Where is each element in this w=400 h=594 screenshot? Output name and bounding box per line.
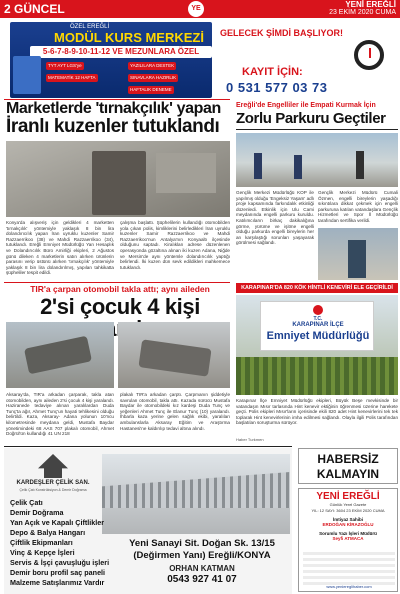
ad-kicker: ÖZEL EREĞLİ [70,24,110,30]
newspaper-logo-icon: YE [188,1,204,17]
steel-company-ad[interactable] [4,448,292,594]
page-header-bar [0,0,400,18]
article2-kicker: Ereğli'de Engelliler ile Empati Kurmak İçin [236,102,376,109]
service-item: Demir Doğrama [10,508,64,517]
section-divider [4,446,292,447]
imprint-info-table [303,549,395,585]
article3-body-left: Aksaray'da, TIR'a arkadan çarparak, takla atan otomobilden, aynı aileden 2'si çocuk 4 kişi yaralandı. Haziranede tedaviye alınan yaralılardan Duda Tunç'ta ağır, Ahmet Tunç'un hayati tehlikesini olduğu belirtildi. Kaza, Aksaray- Adana yolunun 10'ncu kilometresinde meydana geldi, Mustafa Baydar yönetimindeki 68 AAS 707 plakalı otomobil, Ahmet Doğrül'ün kullandığı 41 UN 218 [6,392,114,437]
imprint-box [298,488,398,592]
roof-logo-icon [38,454,68,478]
imprint-editor-label: Sorumlu Yazı İşleri Müdürü [319,531,377,536]
page-number-label: 2 GÜNCEL [4,2,65,16]
course-ad-banner[interactable] [10,22,212,98]
subscribe-line1: HABERSİZ [317,452,379,466]
ad-phone-number[interactable]: 0 531 577 03 73 [226,80,328,95]
article2-photo [236,133,398,187]
masthead-brand [329,1,396,17]
ad-title: MODÜL KURS MERKEZİ [54,30,204,45]
ad-address-line2: (Değirmen Yanı) Ereğli/KONYA [133,550,271,561]
ad-chip: YAZILILARA DESTEK [130,63,175,68]
service-item: Malzeme Satışlarımız Vardır [10,578,105,587]
ad-contact-phone[interactable]: 0543 927 41 07 [167,574,237,585]
article4-credit: Haber Turkmen [236,437,264,442]
sign-district: KARAPINAR İLÇE [292,322,344,328]
article3-photo-2 [118,322,230,388]
imprint-details: YIL: 12 SAYI: 3604 23 EKİM 2020 CUMA [311,508,385,513]
section-divider [4,282,230,283]
subscribe-box[interactable] [298,448,398,484]
police-sign [260,301,374,351]
article2-headline[interactable]: Zorlu Parkuru Geçtiler [236,110,386,127]
sign-name: Emniyet Müdürlüğü [266,330,370,342]
ad-chip: MATEMATİK 12 HAFTA [48,75,96,80]
article2-body-left: Gençlik Merkezi Müdürlüğü KOP ile yapılmış olduğu 'Engeksiz Yaşam' adlı proje kapsamında farkındalık etkinliği düzenledi. Etkinlik için Ulu Cami meydanında engelli parkuru kuruldu. Katılımcıların birkaç dakikalığına görme, yürüme ve işitme engelli olduğu parkurda engelli bireylerin her an karşılaştığı sorunları yaşayarak görülmesi sağlandı. [236,190,314,246]
brand-name: YENİ EREĞLİ [345,0,396,9]
article1-headline-line2: İranlı kuzenler tutuklandı [6,116,220,137]
ad-services-list [10,498,110,588]
article4-body: Karapınar İlçe Emniyet Müdürlüğü ekipleri, Büyük Beşe mevkisinde bir vatandaşın Mısır tarlasında Hint kenevir ektiğinin öğrenmesi üzerine harekete geçti. Polis ekipleri Mısır'ların içerisinde ekili 820 adet Hint kenevirlerini tek tek toplarak Hint kenevirlerinin imha edilmesi sağlandı. Olayla ilgili Polis tarafından başlatılan soruşturma sürüyor. [236,398,398,426]
article1-photo [6,141,230,217]
imprint-owner-label: İmtiyaz Sahibi [332,517,363,522]
imprint-editor: Seyfi ATMACA [332,536,364,541]
article4-photo [236,295,398,395]
section-divider [236,129,398,130]
ad-grades: 5-6-7-8-9-10-11-12 VE MEZUNLARA ÖZEL [30,46,212,58]
article1-headline[interactable] [6,101,232,136]
article4-banner: KARAPINAR'DA 820 KÖK HİNTLİ KENEVİRİ ELE GEÇİRİLDİ [236,283,398,293]
ad-cta-text: GELECEK ŞİMDİ BAŞLIYOR! [220,28,344,38]
service-item: Vinç & Kepçe İşleri [10,548,75,557]
article3-headline[interactable]: 2'si çocuk 4 kişi [40,294,200,319]
sign-tc: T.C. [313,316,323,322]
article1-headline-line1: Marketlerde 'tırnakçılık' yapan [6,100,221,117]
police-emblem-icon [313,305,323,315]
article3-photo-1 [6,322,114,388]
ad-chip: HAFTALIK DENEME [130,87,172,92]
service-item: Çiftlik Ekipmanları [10,538,73,547]
issue-date: 23 EKİM 2020 CUMA [329,9,396,16]
subscribe-line2: KALMAYIN [316,467,380,481]
ad-company-sub: Çelik Çatı Konstrüksiyon & Demir Doğrama [19,488,87,492]
service-item: Servis & İşçi çavuşluğu işleri [10,558,110,567]
imprint-subtitle: Günlük Yerel Gazete [329,502,367,507]
service-item: Yan Açık ve Kapalı Çiftlikler [10,518,105,527]
ad-contact-name: ORHAN KATMAN [169,564,235,573]
alarm-clock-icon [354,40,384,70]
service-item: Depo & Balya Hangarı [10,528,86,537]
course-ad-register[interactable] [214,22,400,98]
ad-address-line1: Yeni Sanayi Sit. Doğan Sk. 13/15 [129,538,275,549]
imprint-web[interactable]: www.yeniereglihaber.com [326,584,372,589]
service-item: Demir boru profil saç paneli [10,568,106,577]
article2-body-right: Gençlik Merkezi Müdürü Cumali Özmen, engelli bireylerin yaşadığı sıkıntılara dikkat çekmek için engelli parkuruna katılan vatandaşlara Gençlik Hizmetleri ve Spor İl Müdürlüğü tarafından sertifika verildi. [318,190,398,223]
ad-company-name: KARDEŞLER ÇELİK SAN. [16,480,90,486]
seized-plants [236,357,398,395]
article1-body-left: Konya'da alışveriş için geldikleri 4 marketten 'tırnakçılık' yöntemiyle yaklaşık 8 bin lira dolandırıcılık yapan İran uyruklu kuzenler Samir Razzaerrikoo (38) ve Mahdi Razzaerrikoo (34), tutuklandı. Ereğli Emniyet Müdürlüğü Yan Hesaplık ve Dolandırıcılık Büro Amirliği ekipleri, 2 Ağustos günü dileken 4 marketlerin satın alırken ürünlerin parasını verip üstünü alırken 'tırnakçılık' yöntemiyle yaklaşık 8 bin lira dolandırılmış, yapılan tahkikatta şüpheliler tespit edildi. [6,220,114,276]
article2-photo-2 [318,228,398,280]
ad-register-label: KAYIT İÇİN: [242,66,303,78]
imprint-title: YENİ EREĞLİ [316,491,380,502]
article3-kicker: TIR'a çarpan otomobil takla attı; aynı aileden [30,284,210,294]
ad-chip: TYT AYT LGS'ye [48,63,82,68]
imprint-owner: ERDOĞAN KİRAZOĞLU [322,522,374,527]
warehouse-photo [102,454,290,534]
student-photo [13,56,41,94]
article1-body-right: çalışma başlattı. Şüphelilerin kullandığı otomobilden yola çıkan polis, kimliklerini belirledikleri İran uyruklu kuzenler Samir Razzaerrikoo ve Mahdi Razzaerrikoo'nun Antalya'nın Konyaaltı ilçesinde olduğunu saptadı. Kiralıklan adrese düzenlenen operasyonda gözaltına alınan iki kuzen Adana, Niğde ve Mersin'de aynı yöntemle dolandırıcılık yaptığı belirlendi. İki kuzen dün sevk edildikleri mahkemece tutuklandı. [120,220,230,270]
service-item: Çelik Çatı [10,498,43,507]
article3-body-right: plakalı TIR'a arkadan çarptı. Çarpmanın şiddetiyle savrulan otomobil, takla attı. Kazada sürücü Mustafa Baydar ile otomobildeki kız kardeşi Duda Tunç ve yeğenleri Ahmet Tunç ile Elanur Tunç (10) yaralandı. İhbarla kaza yerine gelen sağlık ekibi, yaralıları ambulanslarla Aksaray Eğitim ve Araştırma Hastanesi'ne kaldırılıp tedavi altına alındı. [120,392,230,431]
ad-chip: SINAVLARA HAZIRLIK [130,75,177,80]
